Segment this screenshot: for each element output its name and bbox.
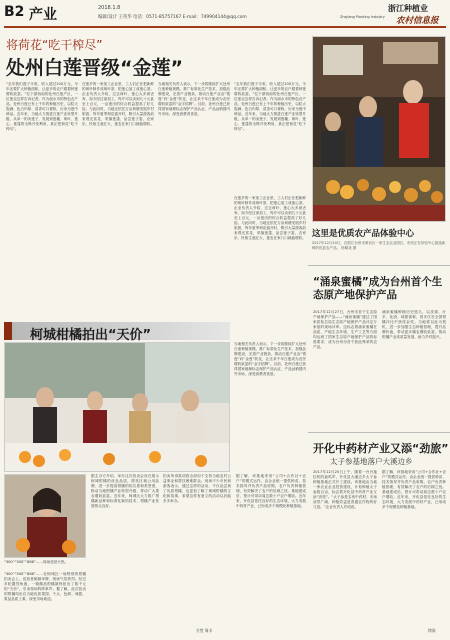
masthead-rule (4, 26, 446, 28)
date-label: 2018.1.8 (98, 5, 121, 11)
editor-line: 编辑/设计 王英华 电话：0571-85757167 E-mail：749904144@qq.com (98, 15, 247, 20)
masthead (0, 0, 450, 30)
article4-col-mid: 据了解，该基地采用“公司+合作社+农户”的模式运作，由企业统一提供种苗、技术指导并负责产品收购，农户负责种植管理，有效解决了农户的后顾之忧。基地建成后，预计可带动周边数十户农户增收。近年来，开化县依托良好的生态环境，大力发展中药材产业，已形成多个规模化种植基地。 (236, 474, 306, 509)
article4-byline: 徐涛 (428, 628, 436, 633)
paper-name-en: Zhejiang Planting Industry (340, 15, 385, 19)
article3-col3: 拍卖所得款项将全部用于支持当地农村公益事业和帮扶困难群众。现场不少市民和游客表示，通过这样的活动，不仅品尝到了优质柑橘，也更加了解了柯城柑橘的文化和故事，希望这样有意义的活动以后能多多举办。 (163, 474, 231, 504)
article1-col3: 当地相关负责人表示，下一步将继续扩大处州白莲种植规模，推广标准化生产技术，加强品牌建设，完善产业链条，推动白莲产业由“银莲”向“金莲”转变，让这朵千年白莲成为农民增收致富的“金字招牌”。目前，处州白莲已获得国家地理标志保护产品认证，产品远销国内外市场，深受消费者喜爱。 (158, 82, 230, 117)
photo-orange-harvest (4, 342, 230, 472)
market-scene (313, 37, 446, 222)
right-divider-2 (308, 432, 450, 433)
article4-col2: 据了解，该基地采用“公司+合作社+农户”的模式运作，由企业统一提供种苗、技术指导并负责产品收购，农户负责种植管理，有效解决了农户的后顾之忧。基地建成后，预计可带动周边数十户农户增收。近年来，开化县依托良好的生态环境，大力发展中药材产业，已形成多个规模化种植基地。 (382, 470, 446, 510)
article1-col5: 在莲乡的一家加工企业里，工人们正在把新鲜的荷叶制作成荷叶茶，把莲心加工成莲心茶。企业负责人介绍，过去荷叶、莲心大多被丢弃，如今经过深加工，每斤可以卖到几十元甚至上百元，一亩莲田的综合收益提高了好几倍。与此同时，当地还依托万亩荷塘发展乡村旅游，每年夏季荷花盛开时，吸引大量游客前来观光赏花、采摘莲蓬、品尝莲子宴，农家乐、民宿生意红火，莲农在家门口就能增收。 (234, 196, 306, 241)
photo1-credit: 2017年12月20日，在浙江台州市黄岩区一家生态农业园区，市民正在体验中心挑选新鲜的优质农产品。 杨佩尧 摄 (312, 241, 446, 250)
photo-bottom-caption: “300”“500”“888”……现场竞拍火热。 (4, 560, 69, 564)
article1-col6: 当地相关负责人表示，下一步将继续扩大处州白莲种植规模，推广标准化生产技术，加强品牌建设，完善产业链条，推动白莲产业由“银莲”向“金莲”转变，让这朵千年白莲成为农民增收致富的“金字招牌”。目前，处州白莲已获得国家地理标志保护产品认证，产品远销国内外市场，深受消费者喜爱。 (234, 342, 306, 377)
paper-brand: 农村信息报 (396, 16, 439, 26)
section-label: 产业 (29, 7, 57, 23)
article3-byline: 方堂 周丰 (196, 628, 213, 633)
photo1-caption: 这里是优质农产品体验中心 (312, 229, 415, 239)
photo-auction (4, 474, 86, 558)
article3-headline: 柯城柑橘拍出“天价” (30, 328, 152, 343)
article2-col1: 2017年12月27日，台州市首个生态原产地保护产品——“涌泉蜜橘”通过了国家质检总局生态原产地保护产品评定专家组的现场评审。这标志着涌泉蜜橘在品质、产地生态环境、生产工艺等方面均达到了国家生态原产地保护产品的标准要求，成为台州市首个获此殊荣的农产品。 (313, 310, 377, 350)
article1-col2: 在莲乡的一家加工企业里，工人们正在把新鲜的荷叶制作成荷叶茶，把莲心加工成莲心茶。企业负责人介绍，过去荷叶、莲心大多被丢弃，如今经过深加工，每斤可以卖到几十元甚至上百元，一亩莲田的综合收益提高了好几倍。与此同时，当地还依托万亩荷塘发展乡村旅游，每年夏季荷花盛开时，吸引大量游客前来观光赏花、采摘莲蓬、品尝莲子宴，农家乐、民宿生意红火，莲农在家门口就能增收。 (82, 82, 154, 127)
article1-kicker: 将荷花“吃干榨尽” (6, 38, 103, 52)
article1-col1: “去年我们莲子丰收，收入超过100万元，今年还要扩大种植面积，让更多的农户跟着种莲增收致富。”位于浙西南的处州白莲产区，一位莲农这样告诉记者。作为丽水市的特色农产品，处州白莲已有上千年的种植历史，以粒大饱满、色白肉厚、清香可口著称，历来为莲中珍品。近年来，当地大力推进白莲产业转型升级，从单一的卖莲子，发展到莲藕、荷叶、莲心、莲蓬的全株开发利用，真正把荷花“吃干榨尽”。 (6, 82, 78, 132)
article2-headline: “涌泉蜜橘”成为台州首个生态原产地保护产品 (313, 276, 443, 301)
article1-col4: “去年我们莲子丰收，收入超过100万元，今年还要扩大种植面积，让更多的农户跟着种莲增收致富。”位于浙西南的处州白莲产区，一位莲农这样告诉记者。作为丽水市的特色农产品，处州白莲已有上千年的种植历史，以粒大饱满、色白肉厚、清香可口著称，历来为莲中珍品。近年来，当地大力推进白莲产业转型升级，从单一的卖莲子，发展到莲藕、荷叶、莲心、莲蓬的全株开发利用，真正把荷花“吃干榨尽”。 (234, 82, 306, 132)
paper-name: 浙江种植业 (388, 4, 428, 13)
photo-market (312, 36, 446, 222)
article2-col2: 涌泉蜜橘种植历史悠久，以皮薄、汁多、化渣、味甜著称，曾多次在全国柑橘评比中获得金奖。当地将以此为契机，进一步加强生态种植管理，提升品牌价值，带动更多橘农增收致富，推动柑橘产业高质量发展，助力乡村振兴。 (382, 310, 446, 340)
article3-col2: 据主办方介绍，举办这次拍卖会旨在展示柯城柑橘的优良品质，擦亮区域公用品牌，进一步提高柑橘的知名度和美誉度，推动当地柑橘产业转型升级，带动广大果农增收致富。近年来，柯城区大力推广柑橘新品种和标准化栽培技术，柑橘产业发展势头良好。 (91, 474, 159, 509)
article3-col1: “300”“500”“888”……在柯城区一场特别的柑橘拍卖会上，竞拍者频频举牌，现场气氛热烈。经过多轮激烈角逐，一箱精品柑橘最终拍出了数千元的“天价”，引来现场阵阵掌声。据了解，此次拍卖的柑橘均出自当地优质果园，个大、色鲜、味甜，果品品质上乘，深受市场欢迎。 (4, 572, 86, 602)
right-divider (308, 265, 450, 266)
harvest-scene (5, 343, 230, 472)
article4-subhead: 太子参基地落户大溪边乡 (330, 457, 413, 466)
article4-col1: 2017年12月25日上午，随着一台台拖拉机的轰鸣声，开化县大溪边乡太子参种植基地正式开工建设。该基地由当地一家农业企业投资建设，计划种植太子参数百亩，标志着开化县中药材产业又添“劲旅”。“太子参是名贵中药材，市场前景广阔，种植效益是普通农作物的好几倍。”企业负责人介绍说。 (313, 470, 377, 510)
article1-headline: 处州白莲晋级“金莲” (6, 57, 183, 79)
page-code: B2 (4, 4, 25, 20)
article3-banner-accent (4, 322, 12, 340)
auction-scene (5, 475, 86, 558)
article4-headline: 开化中药材产业又添“劲旅” (313, 442, 449, 455)
